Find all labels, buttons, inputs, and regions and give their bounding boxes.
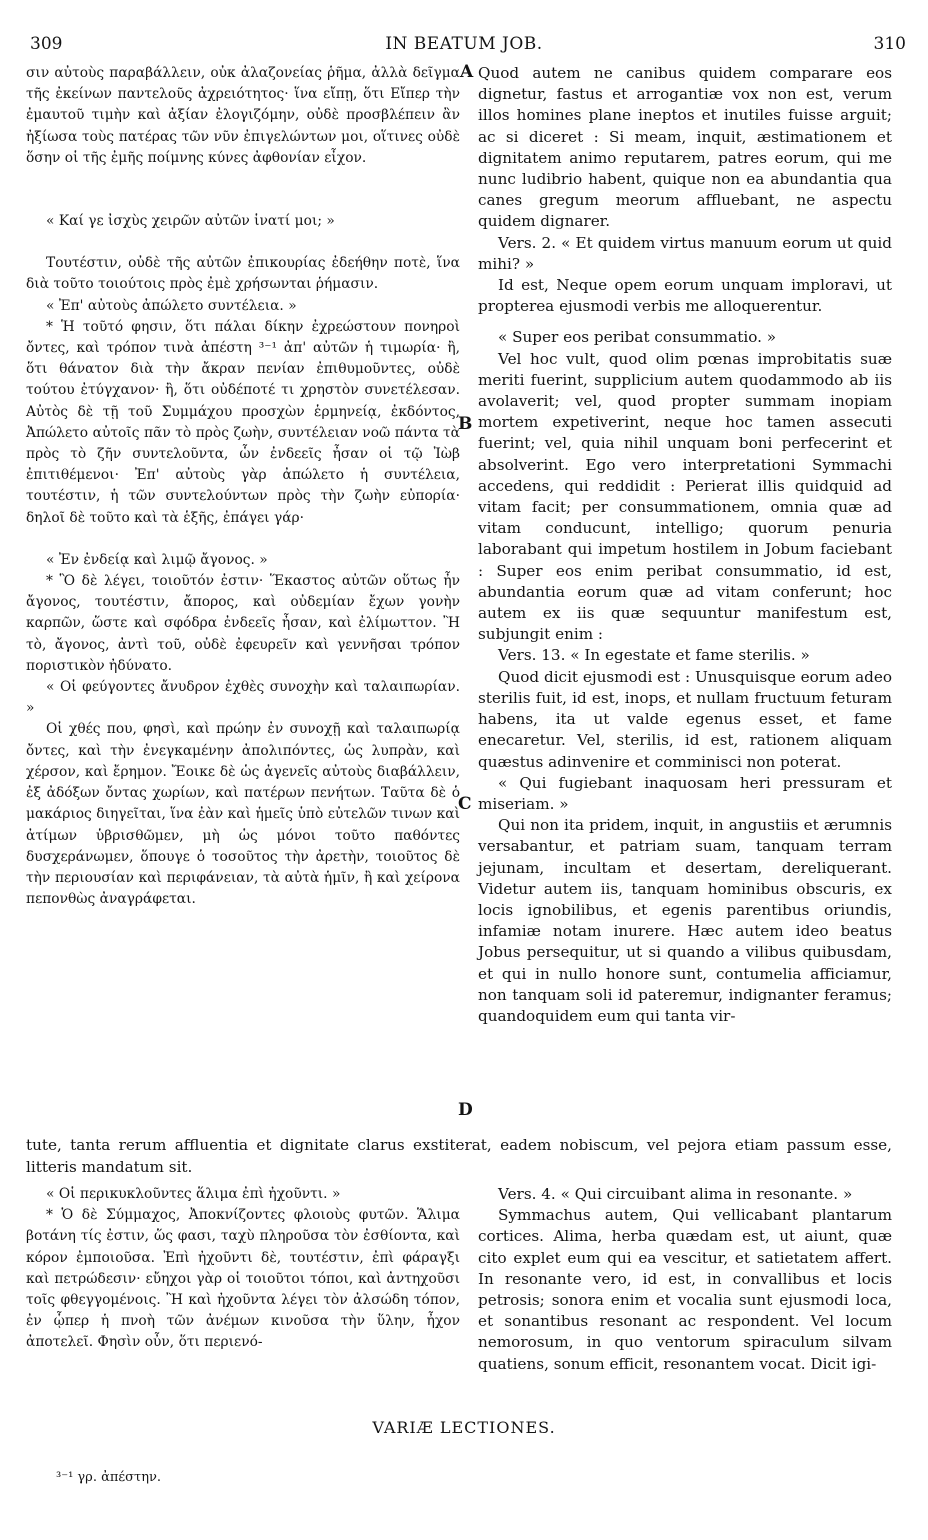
margin-letter-c: C <box>458 794 472 814</box>
latin-lemma: « Qui fugiebant inaquosam heri pressuram et miseriam. » <box>478 773 892 813</box>
greek-lemma: « Ἐπ' αὐτοὺς ἀπώλετο συντέλεια. » <box>46 297 297 314</box>
margin-letter-a: A <box>460 62 474 82</box>
latin-column-bottom <box>478 1184 892 1375</box>
greek-paragraph: * Ὃ δὲ λέγει, τοιοῦτόν ἐστιν· Ἕκαστος αὐτῶν οὕτως ἦν ἄγονος, τουτέστιν, ἄπορος, καὶ οὐδεμίαν ἔχων γονὴν καρπῶν, ὥστε καὶ σφόδρα ἐνδεεῖς ἦσαν, καὶ ἐλίμωττον. Ἢ τὸ, ἄγονος, ἀντὶ τοῦ, οὐδὲ ἐφευρεῖν καὶ γεννῆσαι τρόπον ποριστικὸν ἠδύνατο. <box>26 573 460 674</box>
page-number-right: 310 <box>873 34 906 54</box>
latin-paragraph: Qui non ita pridem, inquit, in angustiis et ærumnis versabantur, et patriam suam, tanquam terram jejunam, incultam et desertam, dereliquerant. Videtur autem iis, tanquam hominibus obscuris, ex locis ignobilibus, et egenis parentibus oriundis, infamiæ notam inurere. Hæc autem ideo beatus Jobus persequitur, ut si quando a vilibus quibusdam, et qui in nullo honore sunt, contumelia afficiamur, non tanquam soli id pateremur, indignanter feramus; quandoquidem eum qui tanta vir- <box>478 816 892 1025</box>
variae-lectiones-heading: VARIÆ LECTIONES. <box>372 1418 556 1437</box>
greek-paragraph: * Ἡ τοῦτό φησιν, ὅτι πάλαι δίκην ἐχρεώστουν πονηροὶ ὄντες, καὶ τρόπον τινὰ ἀπέστη ³⁻¹ ἀπ' αὐτῶν ἡ τιμωρία· ἢ, ὅτι θάνατον διὰ τὴν ἄκραν πενίαν ἐπιθυμοῦντες, οὐδὲ τούτου ἐτύγχανον· ἢ, ὅτι οὐδέποτέ τι χρηστὸν συνετέλεσαν. Αὐτὸς δὲ τῇ τοῦ Συμμάχου προσχὼν ἑρμηνείᾳ, ἐκδόντος, Ἀπώλετο αὐτοῖς πᾶν τὸ πρὸς ζωὴν, συντέλειαν νοῶ πάντα τὰ πρὸς τὸ ζῆν συντελοῦντα, ὧν ἐνδεεῖς ἦσαν οἱ τῷ Ἰὼβ ἐπιτιθέμενοι· Ἐπ' αὐτοὺς γὰρ ἀπώλετο ἡ συντέλεια, τουτέστιν, ἡ τῶν συντελούντων πρὸς τὴν ζωὴν εὐπορία· δηλοῖ δὲ τοῦτο καὶ τὰ ἑξῆς, ἐπάγει γάρ· <box>26 318 460 526</box>
variant-reading-note: ³⁻¹ γρ. ἀπέστην. <box>56 1470 162 1485</box>
latin-paragraph: Quod dicit ejusmodi est : Unusquisque eorum adeo sterilis fuit, id est, inops, et nullam fructuum feturam habens, ita ut valde egenus esset, et fame enecaretur. Vel, sterilis, id est, rationem aliquam quæstus adinvenire et comminisci non poterat. <box>478 667 892 771</box>
greek-column-top <box>26 63 460 910</box>
latin-full-width-line: tute, tanta rerum affluentia et dignitate clarus exstiterat, eadem nobiscum, vel pejora etiam passum esse, litteris mandatum sit. <box>26 1136 892 1176</box>
latin-paragraph: Symmachus autem, Qui vellicabant plantarum cortices. Alima, herba quædam est, ut aiunt, quæ cito explet eum qui ea vescitur, et satietatem affert. In resonante vero, id est, in convallibus et locis petrosis; sonora enim et vocalia sunt ejusmodi loca, et sonantibus resonant ac respondent. Vel locum nemorosum, in quo ventorum spiraculum silvam quatiens, sonum efficit, resonantem vocat. Dicit igi- <box>478 1206 892 1373</box>
latin-paragraph: Id est, Neque opem eorum unquam imploravi, ut propterea ejusmodi verbis me alloquerentur. <box>478 276 892 316</box>
latin-paragraph: Quod autem ne canibus quidem comparare eos dignetur, fastus et arrogantiæ vox non est, verum illos homines plane ineptos et inutiles fuisse arguit; ac si diceret : Si meam, inquit, æstimationem et dignitatem animo reputarem, patres eorum, qui me nunc ludibrio habent, quique non ea abundantia qua canes gregum meorum affluebant, ne aspectu quidem dignarer. <box>478 64 892 231</box>
latin-paragraph: Vel hoc vult, quod olim pœnas improbitatis suæ meriti fuerint, supplicium autem quodammodo ab iis avolaverit; vel, quod propter summam inopiam mortem expetiverint, neque hoc tamen assecuti fuerint; vel, quia nihil unquam boni perfecerint et absolverint. Ego vero interpretationi Symmachi accedens, qui reddidit : Perierat illis quidquid ad vitam facit; per consummationem, omnia quæ ad vitam conducunt, intelligo; quorum penuria laborabant qui impetum hostilem in Jobum faciebant : Super eos enim peribat consummatio, id est, abundantia eorum quæ ad vitam conferunt; hoc autem ex iis quæ sequuntur manifestum est, subjungit enim : <box>478 349 892 644</box>
greek-paragraph: * Ὁ δὲ Σύμμαχος, Ἀποκνίζοντες φλοιοὺς φυτῶν. Ἅλιμα βοτάνη τίς ἐστιν, ὥς φασι, ταχὺ πληροῦσα τὸν ἐσθίοντα, καὶ κόρον ἐμποιοῦσα. Ἐπὶ ἠχοῦντι δὲ, τουτέστιν, ἐπὶ φάραγξι καὶ πετρώδεσιν· εὔηχοι γὰρ οἱ τοιοῦτοι τόποι, καὶ ἀντηχοῦσι τοῖς φθεγγομένοις. Ἢ καὶ ἠχοῦντα λέγει τὸν ἀλσώδη τόπον, ἐν ᾧπερ ἡ πνοὴ τῶν ἀνέμων κινοῦσα τὴν ὕλην, ἦχον ἀποτελεῖ. Φησὶν οὖν, ὅτι περιενό- <box>26 1207 460 1351</box>
greek-lemma: « Οἱ φεύγοντες ἄνυδρον ἐχθὲς συνοχὴν καὶ ταλαιπωρίαν. » <box>26 679 460 717</box>
running-head: IN BEATUM JOB. <box>385 34 543 54</box>
greek-paragraph: Τουτέστιν, οὐδὲ τῆς αὐτῶν ἐπικουρίας ἐδεήθην ποτὲ, ἵνα διὰ τοῦτο τοιούτοις πρὸς ἐμὲ χρήσωνται ῥήμασιν. <box>26 255 460 293</box>
latin-lemma: Vers. 4. « Qui circuibant alima in resonante. » <box>498 1185 853 1203</box>
latin-lemma: « Super eos peribat consummatio. » <box>498 328 777 347</box>
latin-lemma: Vers. 2. « Et quidem virtus manuum eorum ut quid mihi? » <box>478 233 892 273</box>
page-number-left: 309 <box>30 34 63 54</box>
greek-paragraph: σιν αὐτοὺς παραβάλλειν, οὐκ ἀλαζονείας ῥῆμα, ἀλλὰ δεῖγμα τῆς ἐκείνων παντελοῦς ἀχρειότητος· ἵνα εἴπῃ, ὅτι Εἴπερ τὴν ἐμαυτοῦ τιμὴν καὶ ἀξίαν ἐλογιζόμην, οὐδὲ προσβλέπειν ἂν ἠξίωσα τοὺς πατέρας τῶν νῦν ἐπιγελώντων μοι, οἵτινες οὐδὲ ὅσην οἱ τῆς ἐμῆς ποίμνης κύνες ἀφθονίαν εἶχον. <box>26 65 460 166</box>
greek-lemma: « Οἱ περικυκλοῦντες ἅλιμα ἐπὶ ἠχοῦντι. » <box>46 1186 341 1202</box>
latin-column-top <box>478 63 892 1027</box>
greek-column-bottom <box>26 1184 460 1354</box>
latin-lemma: Vers. 13. « In egestate et fame sterilis. » <box>498 646 810 665</box>
greek-lemma: « Καί γε ἰσχὺς χειρῶν αὐτῶν ἱνατί μοι; » <box>46 213 335 230</box>
greek-paragraph: Οἱ χθές που, φησὶ, καὶ πρώην ἐν συνοχῇ καὶ ταλαιπωρίᾳ ὄντες, καὶ τὴν ἐνεγκαμένην ἀπολιπόντες, ὡς λυπρὰν, καὶ χέρσον, καὶ ἔρημον. Ἔοικε δὲ ὡς ἀγενεῖς αὐτοὺς διαβάλλειν, ἐξ ἀδόξων ὄντας χωρίων, καὶ πατέρων πενήτων. Ταῦτα δὲ ὁ μακάριος διηγεῖται, ἵνα ἐὰν καὶ ἡμεῖς ὑπὸ εὐτελῶν τινων καὶ ἀτίμων ὑβρισθῶμεν, μὴ ὡς μόνοι τοῦτο παθόντες δυσχεράνωμεν, ὅπουγε ὁ τοσοῦτος τὴν ἀρετὴν, τοιοῦτος δὲ τὴν περιουσίαν καὶ περιφάνειαν, τὰ αὐτὰ ἡμῖν, ἢ καὶ χείρονα πεπονθὼς ἀναγράφεται. <box>26 721 460 908</box>
greek-lemma: « Ἐν ἐνδείᾳ καὶ λιμῷ ἄγονος. » <box>46 551 268 568</box>
margin-letter-b: B <box>458 414 473 434</box>
margin-letter-d: D <box>458 1100 473 1120</box>
